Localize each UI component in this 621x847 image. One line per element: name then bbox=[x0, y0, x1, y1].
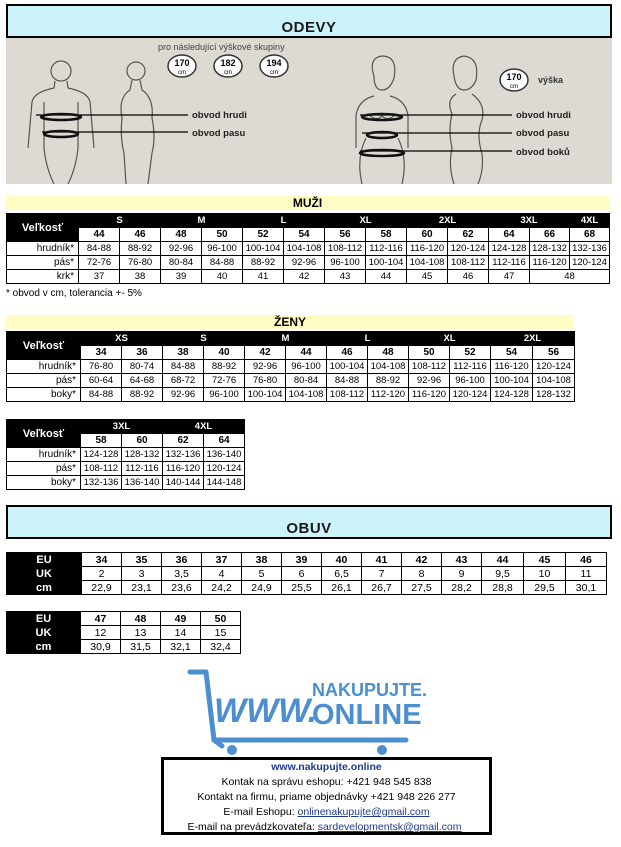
men-value-cell: 96-100 bbox=[202, 242, 243, 256]
shoe-uk-cell: 10 bbox=[524, 567, 566, 581]
men-size-cell: 60 bbox=[407, 228, 448, 242]
men-size-cell: 46 bbox=[120, 228, 161, 242]
male-side-figure bbox=[121, 62, 154, 184]
men-size-row bbox=[7, 228, 610, 242]
shoe-eu-cell: 48 bbox=[121, 612, 161, 626]
men-value-cell: 84-88 bbox=[202, 256, 243, 270]
women-hips-row bbox=[7, 388, 575, 402]
men-waist-row bbox=[7, 256, 610, 270]
shoe-uk-row bbox=[7, 567, 607, 581]
women-value-cell: 116-120 bbox=[409, 388, 450, 402]
zeny-header bbox=[6, 315, 574, 329]
shoe-row-header: UK bbox=[7, 567, 82, 581]
shoe-cm-cell: 32,1 bbox=[161, 640, 201, 654]
men-group: 4XL bbox=[570, 214, 610, 228]
women-plus-value-cell: 108-112 bbox=[81, 462, 122, 476]
contact-eshop-phone: Kontak na správu eshopu: +421 948 545 838 bbox=[221, 776, 432, 788]
women-plus-value-cell: 112-116 bbox=[122, 462, 163, 476]
measurement-illustration bbox=[6, 38, 612, 184]
women-size-cell: 56 bbox=[533, 346, 575, 360]
men-group: L bbox=[243, 214, 325, 228]
women-value-cell: 96-100 bbox=[286, 360, 327, 374]
women-group: XS bbox=[81, 332, 163, 346]
women-value-cell: 124-128 bbox=[491, 388, 533, 402]
women-plus-value-cell: 132-136 bbox=[81, 476, 122, 490]
shoe-cm-cell: 29,5 bbox=[524, 581, 566, 595]
height-badge-194 bbox=[260, 55, 288, 77]
svg-text:cm: cm bbox=[510, 84, 518, 90]
men-waist-label: obvod pasu bbox=[192, 128, 246, 139]
shoe-cm-cell: 27,5 bbox=[402, 581, 442, 595]
male-front-figure bbox=[28, 61, 94, 184]
men-value-cell: 46 bbox=[448, 270, 489, 284]
muzi-header bbox=[6, 196, 609, 210]
men-size-cell: 66 bbox=[530, 228, 570, 242]
women-value-cell: 76-80 bbox=[245, 374, 286, 388]
women-plus-group-row bbox=[7, 420, 245, 434]
shoe-size-table-large bbox=[6, 611, 241, 654]
contact-operator-email: E-mail na prevádzkovateľa: sardevelopmentsk@gmail.com bbox=[187, 821, 462, 833]
shoe-cm-cell: 23,1 bbox=[122, 581, 162, 595]
logo-online: ONLINE bbox=[312, 699, 422, 731]
shoe-uk-cell: 13 bbox=[121, 626, 161, 640]
shoe-uk-cell: 8 bbox=[402, 567, 442, 581]
shoe-cm-row bbox=[7, 581, 607, 595]
shoe-uk-cell: 6,5 bbox=[322, 567, 362, 581]
women-row-label: hrudník* bbox=[7, 360, 81, 374]
women-plus-group: 3XL bbox=[81, 420, 163, 434]
women-value-cell: 88-92 bbox=[368, 374, 409, 388]
women-value-cell: 92-96 bbox=[163, 388, 204, 402]
women-size-cell: 44 bbox=[286, 346, 327, 360]
women-row-label: boky* bbox=[7, 388, 81, 402]
shoe-cm-cell: 22,9 bbox=[82, 581, 122, 595]
men-chest-row bbox=[7, 242, 610, 256]
women-waist-label: obvod pasu bbox=[516, 128, 570, 139]
men-value-cell: 44 bbox=[366, 270, 407, 284]
women-value-cell: 112-116 bbox=[450, 360, 491, 374]
shoe-cm-cell: 32,4 bbox=[201, 640, 241, 654]
height-badge-182 bbox=[214, 55, 242, 77]
women-size-cell: 50 bbox=[409, 346, 450, 360]
svg-text:cm: cm bbox=[270, 70, 278, 76]
shoe-eu-cell: 34 bbox=[82, 553, 122, 567]
men-value-cell: 88-92 bbox=[243, 256, 284, 270]
shoe-eu-cell: 39 bbox=[282, 553, 322, 567]
men-group: 2XL bbox=[407, 214, 489, 228]
women-value-cell: 60-64 bbox=[81, 374, 122, 388]
men-value-cell: 120-124 bbox=[448, 242, 489, 256]
women-value-cell: 88-92 bbox=[204, 360, 245, 374]
women-row-label: pás* bbox=[7, 374, 81, 388]
women-size-cell: 54 bbox=[491, 346, 533, 360]
women-value-cell: 108-112 bbox=[327, 388, 368, 402]
women-plus-row-label: boky* bbox=[7, 476, 81, 490]
men-neck-row bbox=[7, 270, 610, 284]
women-plus-value-cell: 124-128 bbox=[81, 448, 122, 462]
shoe-size-table bbox=[6, 552, 607, 595]
women-plus-value-cell: 140-144 bbox=[163, 476, 204, 490]
contact-eshop-email: E-mail Eshopu: onlinenakupujte@gmail.com bbox=[223, 806, 430, 818]
shoe-large-eu-row bbox=[7, 612, 241, 626]
shoe-uk-cell: 5 bbox=[242, 567, 282, 581]
women-chest-row bbox=[7, 360, 575, 374]
muzi-title: MUŽI bbox=[292, 196, 323, 210]
website-link[interactable]: www.nakupujte.online bbox=[271, 761, 382, 773]
zeny-title: ŽENY bbox=[273, 315, 306, 329]
women-value-cell: 96-100 bbox=[204, 388, 245, 402]
svg-text:cm: cm bbox=[224, 70, 232, 76]
women-plus-row-label: hrudník* bbox=[7, 448, 81, 462]
women-plus-chest-row bbox=[7, 448, 245, 462]
nakupujte-logo[interactable] bbox=[186, 666, 436, 758]
shoe-eu-row bbox=[7, 553, 607, 567]
women-size-cell: 38 bbox=[163, 346, 204, 360]
shoe-cm-cell: 26,1 bbox=[322, 581, 362, 595]
women-value-cell: 72-76 bbox=[204, 374, 245, 388]
men-size-cell: 54 bbox=[284, 228, 325, 242]
men-value-cell: 41 bbox=[243, 270, 284, 284]
shoe-cm-cell: 24,9 bbox=[242, 581, 282, 595]
men-value-cell: 45 bbox=[407, 270, 448, 284]
men-size-table bbox=[6, 213, 610, 284]
women-value-cell: 120-124 bbox=[450, 388, 491, 402]
men-group: 3XL bbox=[489, 214, 570, 228]
shoe-uk-cell: 3,5 bbox=[162, 567, 202, 581]
women-value-cell: 64-68 bbox=[122, 374, 163, 388]
men-size-cell: 48 bbox=[161, 228, 202, 242]
women-value-cell: 100-104 bbox=[491, 374, 533, 388]
men-value-cell: 48 bbox=[530, 270, 610, 284]
shoe-uk-cell: 2 bbox=[82, 567, 122, 581]
women-value-cell: 104-108 bbox=[368, 360, 409, 374]
shoe-eu-cell: 44 bbox=[482, 553, 524, 567]
shoe-row-header: EU bbox=[7, 612, 81, 626]
women-chest-label: obvod hrudi bbox=[516, 110, 571, 121]
men-value-cell: 39 bbox=[161, 270, 202, 284]
women-corner-label: Veľkosť bbox=[7, 332, 81, 360]
women-value-cell: 128-132 bbox=[533, 388, 575, 402]
women-size-cell: 48 bbox=[368, 346, 409, 360]
women-value-cell: 116-120 bbox=[491, 360, 533, 374]
women-size-cell: 34 bbox=[81, 346, 122, 360]
men-size-cell: 44 bbox=[79, 228, 120, 242]
men-value-cell: 120-124 bbox=[570, 256, 610, 270]
odevy-banner bbox=[6, 4, 612, 38]
shoe-row-header: cm bbox=[7, 640, 81, 654]
men-value-cell: 108-112 bbox=[448, 256, 489, 270]
women-value-cell: 108-112 bbox=[409, 360, 450, 374]
shoe-eu-cell: 49 bbox=[161, 612, 201, 626]
women-plus-group: 4XL bbox=[163, 420, 245, 434]
women-plus-size-cell: 58 bbox=[81, 434, 122, 448]
men-value-cell: 76-80 bbox=[120, 256, 161, 270]
women-plus-size-cell: 62 bbox=[163, 434, 204, 448]
men-value-cell: 40 bbox=[202, 270, 243, 284]
shoe-cm-cell: 28,8 bbox=[482, 581, 524, 595]
men-size-cell: 58 bbox=[366, 228, 407, 242]
women-plus-size-table bbox=[6, 419, 245, 490]
women-plus-value-cell: 128-132 bbox=[122, 448, 163, 462]
shoe-uk-cell: 9,5 bbox=[482, 567, 524, 581]
men-value-cell: 116-120 bbox=[530, 256, 570, 270]
obuv-banner bbox=[6, 505, 612, 539]
men-corner-label: Veľkosť bbox=[7, 214, 79, 242]
women-value-cell: 92-96 bbox=[409, 374, 450, 388]
women-hips-label: obvod boků bbox=[516, 147, 570, 158]
men-row-label: krk* bbox=[7, 270, 79, 284]
men-group: XL bbox=[325, 214, 407, 228]
women-plus-size-cell: 60 bbox=[122, 434, 163, 448]
women-group: L bbox=[327, 332, 409, 346]
women-plus-row-label: pás* bbox=[7, 462, 81, 476]
women-value-cell: 112-120 bbox=[368, 388, 409, 402]
shoe-uk-cell: 11 bbox=[566, 567, 607, 581]
women-value-cell: 84-88 bbox=[163, 360, 204, 374]
men-size-cell: 64 bbox=[489, 228, 530, 242]
women-group: S bbox=[163, 332, 245, 346]
shoe-large-uk-row bbox=[7, 626, 241, 640]
women-group: XL bbox=[409, 332, 491, 346]
women-value-cell: 80-84 bbox=[286, 374, 327, 388]
men-value-cell: 104-108 bbox=[407, 256, 448, 270]
men-value-cell: 116-120 bbox=[407, 242, 448, 256]
height-badge-170 bbox=[168, 55, 196, 77]
men-value-cell: 108-112 bbox=[325, 242, 366, 256]
men-size-cell: 68 bbox=[570, 228, 610, 242]
shoe-row-header: EU bbox=[7, 553, 82, 567]
shoe-eu-cell: 38 bbox=[242, 553, 282, 567]
women-plus-value-cell: 144-148 bbox=[204, 476, 245, 490]
logo-www: WWW. bbox=[214, 692, 318, 730]
groups-caption: pro následující výškové skupiny bbox=[158, 42, 285, 52]
women-plus-value-cell: 120-124 bbox=[204, 462, 245, 476]
men-value-cell: 43 bbox=[325, 270, 366, 284]
women-plus-waist-row bbox=[7, 462, 245, 476]
men-size-cell: 62 bbox=[448, 228, 489, 242]
shoe-uk-cell: 6 bbox=[282, 567, 322, 581]
shoe-cm-cell: 23,6 bbox=[162, 581, 202, 595]
men-value-cell: 104-108 bbox=[284, 242, 325, 256]
shoe-cm-cell: 25,5 bbox=[282, 581, 322, 595]
shoe-uk-cell: 7 bbox=[362, 567, 402, 581]
women-value-cell: 100-104 bbox=[327, 360, 368, 374]
men-value-cell: 37 bbox=[79, 270, 120, 284]
shoe-row-header: UK bbox=[7, 626, 81, 640]
men-size-cell: 50 bbox=[202, 228, 243, 242]
men-value-cell: 47 bbox=[489, 270, 530, 284]
shoe-eu-cell: 40 bbox=[322, 553, 362, 567]
shoe-uk-cell: 3 bbox=[122, 567, 162, 581]
contact-company-phone: Kontakt na firmu, priame objednávky +421 948 226 277 bbox=[197, 791, 456, 803]
obuv-title: OBUV bbox=[286, 520, 332, 537]
women-plus-value-cell: 136-140 bbox=[122, 476, 163, 490]
men-value-cell: 96-100 bbox=[325, 256, 366, 270]
women-plus-size-cell: 64 bbox=[204, 434, 245, 448]
shoe-cm-cell: 31,5 bbox=[121, 640, 161, 654]
men-value-cell: 38 bbox=[120, 270, 161, 284]
men-value-cell: 88-92 bbox=[120, 242, 161, 256]
men-value-cell: 100-104 bbox=[243, 242, 284, 256]
women-value-cell: 88-92 bbox=[122, 388, 163, 402]
logo-nakupujte: NAKUPUJTE. bbox=[312, 680, 428, 700]
women-value-cell: 80-74 bbox=[122, 360, 163, 374]
height-badge-women-170 bbox=[500, 69, 528, 91]
operator-email-link[interactable]: sardevelopmentsk@gmail.com bbox=[317, 821, 462, 833]
shoe-row-header: cm bbox=[7, 581, 82, 595]
vyska-label: výška bbox=[538, 75, 564, 85]
women-value-cell: 76-80 bbox=[81, 360, 122, 374]
men-size-cell: 56 bbox=[325, 228, 366, 242]
women-value-cell: 104-108 bbox=[533, 374, 575, 388]
shoe-eu-cell: 43 bbox=[442, 553, 482, 567]
women-value-cell: 104-108 bbox=[286, 388, 327, 402]
shoe-eu-cell: 47 bbox=[81, 612, 121, 626]
men-value-cell: 112-116 bbox=[489, 256, 530, 270]
shoe-uk-cell: 4 bbox=[202, 567, 242, 581]
men-group-row bbox=[7, 214, 610, 228]
women-value-cell: 92-96 bbox=[245, 360, 286, 374]
women-size-table bbox=[6, 331, 575, 402]
women-group-row bbox=[7, 332, 575, 346]
svg-text:170: 170 bbox=[174, 58, 190, 68]
shoe-cm-cell: 30,9 bbox=[81, 640, 121, 654]
women-plus-corner-label: Veľkosť bbox=[7, 420, 81, 448]
women-plus-value-cell: 132-136 bbox=[163, 448, 204, 462]
women-value-cell: 84-88 bbox=[327, 374, 368, 388]
women-plus-value-cell: 116-120 bbox=[163, 462, 204, 476]
shoe-cm-cell: 30,1 bbox=[566, 581, 607, 595]
women-size-cell: 36 bbox=[122, 346, 163, 360]
svg-text:cm: cm bbox=[178, 70, 186, 76]
shoe-cm-cell: 26,7 bbox=[362, 581, 402, 595]
shoe-uk-cell: 9 bbox=[442, 567, 482, 581]
men-value-cell: 42 bbox=[284, 270, 325, 284]
men-value-cell: 124-128 bbox=[489, 242, 530, 256]
women-waist-row bbox=[7, 374, 575, 388]
women-size-cell: 40 bbox=[204, 346, 245, 360]
women-size-cell: 42 bbox=[245, 346, 286, 360]
men-note: * obvod v cm, tolerancia +- 5% bbox=[6, 288, 142, 299]
women-value-cell: 84-88 bbox=[81, 388, 122, 402]
svg-text:194: 194 bbox=[266, 58, 282, 68]
men-row-label: pás* bbox=[7, 256, 79, 270]
shoe-eu-cell: 50 bbox=[201, 612, 241, 626]
svg-text:182: 182 bbox=[220, 58, 236, 68]
women-size-cell: 52 bbox=[450, 346, 491, 360]
women-value-cell: 120-124 bbox=[533, 360, 575, 374]
shoe-eu-cell: 46 bbox=[566, 553, 607, 567]
women-plus-value-cell: 136-140 bbox=[204, 448, 245, 462]
men-value-cell: 72-76 bbox=[79, 256, 120, 270]
men-value-cell: 92-96 bbox=[284, 256, 325, 270]
women-group: M bbox=[245, 332, 327, 346]
shoe-uk-cell: 12 bbox=[81, 626, 121, 640]
men-value-cell: 80-84 bbox=[161, 256, 202, 270]
shoe-eu-cell: 36 bbox=[162, 553, 202, 567]
odevy-title: ODEVY bbox=[281, 19, 337, 36]
shoe-eu-cell: 41 bbox=[362, 553, 402, 567]
men-size-cell: 52 bbox=[243, 228, 284, 242]
shoe-cm-cell: 24,2 bbox=[202, 581, 242, 595]
men-value-cell: 112-116 bbox=[366, 242, 407, 256]
women-plus-hips-row bbox=[7, 476, 245, 490]
svg-text:170: 170 bbox=[506, 72, 522, 82]
women-value-cell: 68-72 bbox=[163, 374, 204, 388]
shoe-eu-cell: 45 bbox=[524, 553, 566, 567]
men-value-cell: 92-96 bbox=[161, 242, 202, 256]
shoe-eu-cell: 42 bbox=[402, 553, 442, 567]
men-chest-label: obvod hrudi bbox=[192, 110, 247, 121]
men-row-label: hrudník* bbox=[7, 242, 79, 256]
men-group: M bbox=[161, 214, 243, 228]
women-value-cell: 96-100 bbox=[450, 374, 491, 388]
body-measurement-figure bbox=[6, 38, 612, 184]
men-value-cell: 132-136 bbox=[570, 242, 610, 256]
women-size-row bbox=[7, 346, 575, 360]
shoe-uk-cell: 14 bbox=[161, 626, 201, 640]
shoe-cm-cell: 28,2 bbox=[442, 581, 482, 595]
shoe-uk-cell: 15 bbox=[201, 626, 241, 640]
men-group: S bbox=[79, 214, 161, 228]
shoe-large-cm-row bbox=[7, 640, 241, 654]
women-size-cell: 46 bbox=[327, 346, 368, 360]
contact-box bbox=[161, 757, 492, 835]
eshop-email-link[interactable]: onlinenakupujte@gmail.com bbox=[297, 806, 430, 818]
men-value-cell: 84-88 bbox=[79, 242, 120, 256]
female-side-figure bbox=[450, 56, 483, 184]
shoe-eu-cell: 35 bbox=[122, 553, 162, 567]
shoe-eu-cell: 37 bbox=[202, 553, 242, 567]
women-value-cell: 100-104 bbox=[245, 388, 286, 402]
women-group: 2XL bbox=[491, 332, 575, 346]
men-value-cell: 100-104 bbox=[366, 256, 407, 270]
men-value-cell: 128-132 bbox=[530, 242, 570, 256]
